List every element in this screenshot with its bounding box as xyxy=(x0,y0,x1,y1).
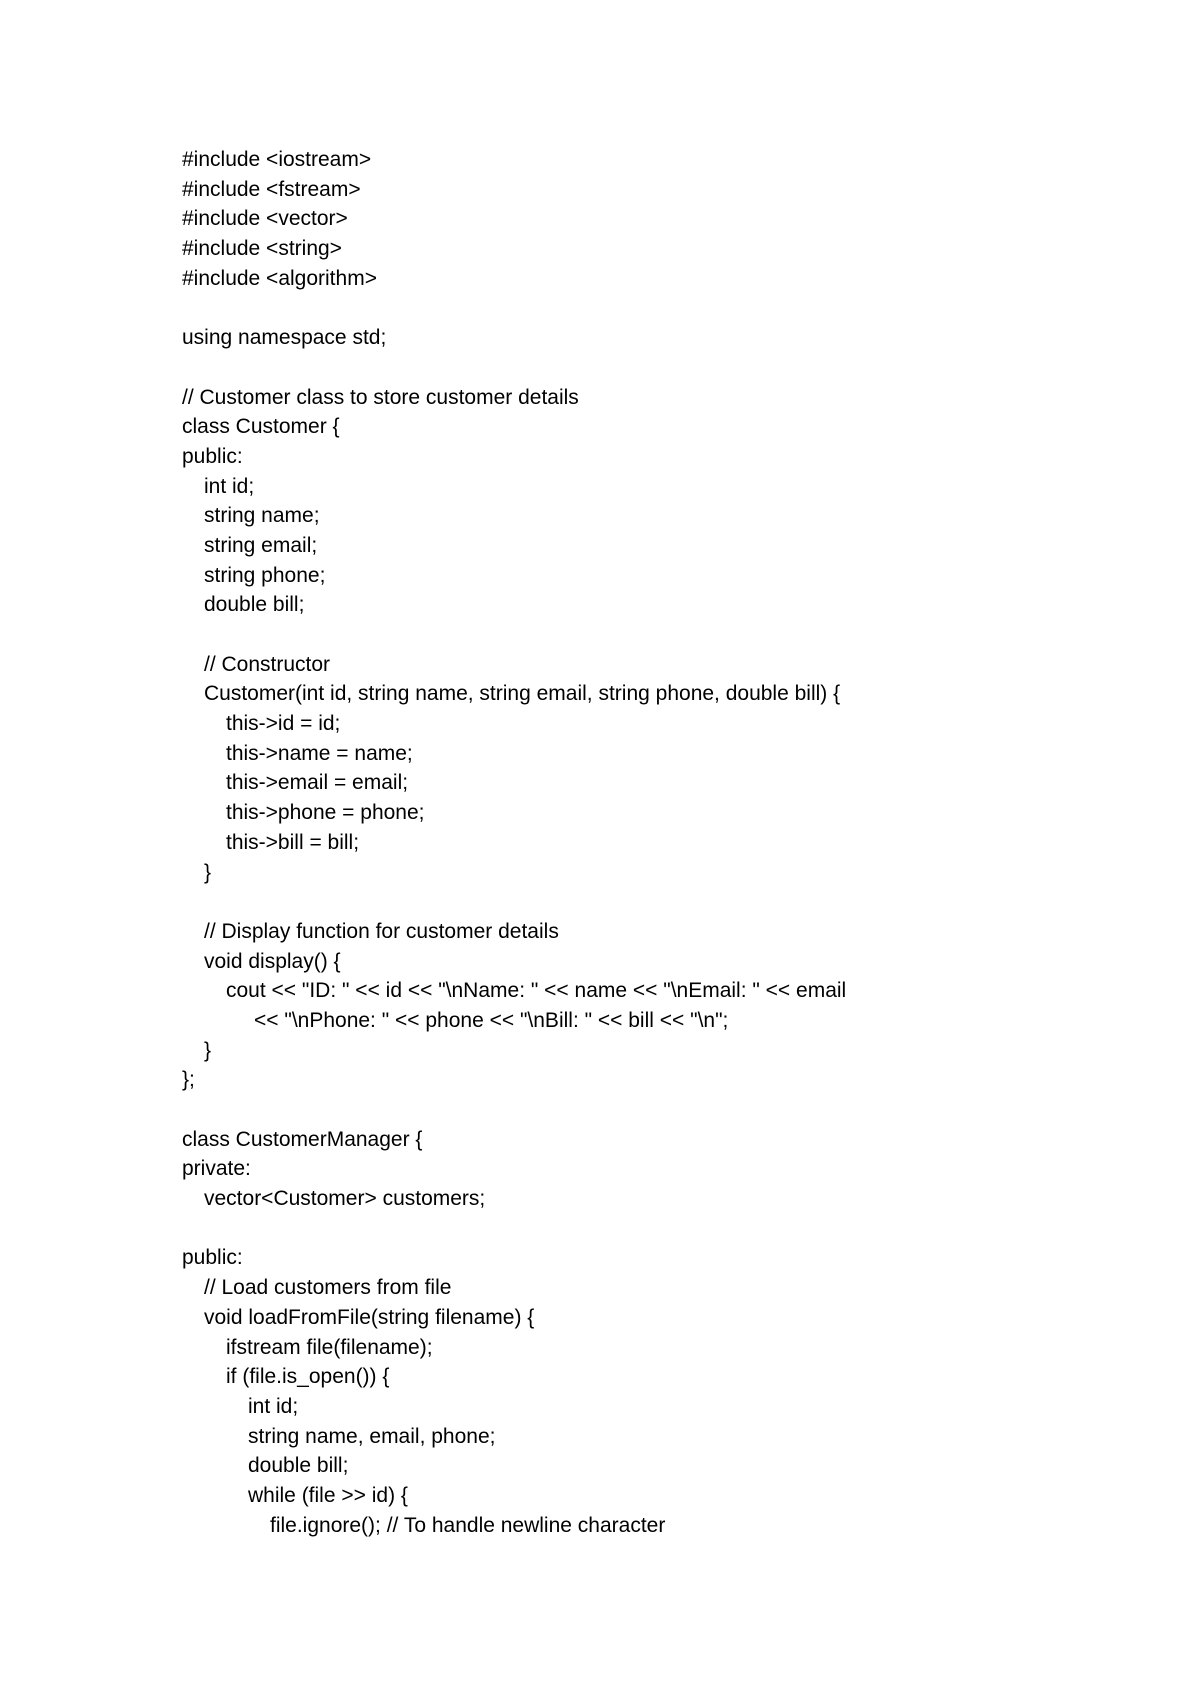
code-line-field-id: int id; xyxy=(204,474,255,498)
code-line-class-end: }; xyxy=(182,1068,195,1092)
code-line-customers-vector: vector<Customer> customers; xyxy=(204,1187,486,1211)
blank-line xyxy=(182,620,1142,650)
code-line-field-name: string name; xyxy=(204,504,320,528)
code-line-include-algorithm: #include <algorithm> xyxy=(182,266,377,290)
code-line-field-email: string email; xyxy=(204,533,318,557)
code-line-assign-phone: this->phone = phone; xyxy=(226,801,425,825)
code-line-display-signature: void display() { xyxy=(204,949,341,973)
code-line-close-brace: } xyxy=(204,1038,212,1062)
code-line-public: public: xyxy=(182,444,243,468)
code-line-file-ignore: file.ignore(); // To handle newline character xyxy=(270,1513,666,1537)
code-line-while-loop: while (file >> id) { xyxy=(248,1483,408,1507)
code-line-include-string: #include <string> xyxy=(182,237,342,261)
code-comment-customer-class: // Customer class to store customer details xyxy=(182,385,579,409)
code-line-constructor-signature: Customer(int id, string name, string email, string phone, double bill) { xyxy=(204,682,841,706)
code-line-assign-name: this->name = name; xyxy=(226,741,413,765)
code-line-class-customer: class Customer { xyxy=(182,415,340,439)
code-line-include-fstream: #include <fstream> xyxy=(182,177,361,201)
code-line-local-id: int id; xyxy=(248,1394,299,1418)
code-line-close-brace: } xyxy=(204,860,212,884)
code-line-include-vector: #include <vector> xyxy=(182,207,348,231)
code-line-cout-part1: cout << "ID: " << id << "\nName: " << name << "\nEmail: " << email xyxy=(226,979,847,1003)
blank-line xyxy=(182,353,1142,383)
blank-line xyxy=(182,1214,1142,1244)
code-line-private: private: xyxy=(182,1157,251,1181)
code-line-local-bill: double bill; xyxy=(248,1454,349,1478)
blank-line xyxy=(182,1095,1142,1125)
code-line-public: public: xyxy=(182,1246,243,1270)
code-line-assign-bill: this->bill = bill; xyxy=(226,830,360,854)
code-line-ifstream: ifstream file(filename); xyxy=(226,1335,433,1359)
code-line-class-customer-manager: class CustomerManager { xyxy=(182,1127,423,1151)
code-line-local-strings: string name, email, phone; xyxy=(248,1424,496,1448)
code-listing xyxy=(182,145,1142,1540)
code-comment-constructor: // Constructor xyxy=(204,652,331,676)
code-comment-load-customers: // Load customers from file xyxy=(204,1276,452,1300)
code-line-cout-part2: << "\nPhone: " << phone << "\nBill: " << bill << "\n"; xyxy=(254,1008,729,1032)
code-line-assign-email: this->email = email; xyxy=(226,771,409,795)
blank-line xyxy=(182,887,1142,917)
code-line-using-namespace: using namespace std; xyxy=(182,326,387,350)
code-line-load-from-file-signature: void loadFromFile(string filename) { xyxy=(204,1305,535,1329)
code-line-field-phone: string phone; xyxy=(204,563,326,587)
code-line-if-open: if (file.is_open()) { xyxy=(226,1365,390,1389)
blank-line xyxy=(182,293,1142,323)
code-line-include-iostream: #include <iostream> xyxy=(182,148,372,171)
code-line-field-bill: double bill; xyxy=(204,593,305,617)
code-line-assign-id: this->id = id; xyxy=(226,712,341,736)
code-comment-display-function: // Display function for customer details xyxy=(204,919,559,943)
